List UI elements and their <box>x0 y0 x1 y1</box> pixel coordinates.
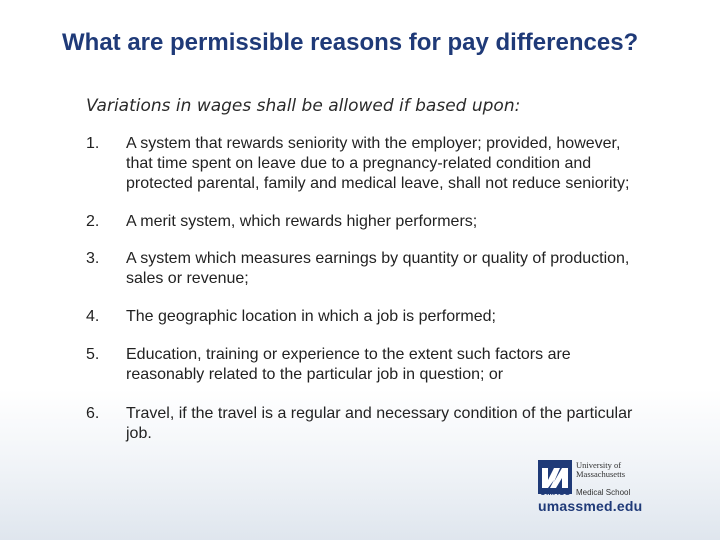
list-item <box>86 404 646 444</box>
list-item-text: Travel, if the travel is a regular and necessary condition of the particular job. <box>126 405 633 442</box>
list-item-text: A system that rewards seniority with the employer; provided, however, that time spent on leave due to a pregnancy-related condition and protected parental, family and medical leave, shall not reduce seniority; <box>126 135 630 192</box>
umass-logo <box>538 458 656 518</box>
logo-wordmark: UMASS <box>540 488 571 497</box>
list-item-text: A system which measures earnings by quantity or quality of production, sales or revenue; <box>126 250 630 287</box>
list-item-text: The geographic location in which a job is performed; <box>126 308 496 325</box>
list-item-number: 5. <box>86 346 100 363</box>
list-item-number: 2. <box>86 213 100 230</box>
list-item-text: A merit system, which rewards higher performers; <box>126 213 478 230</box>
logo-line2: Massachusetts <box>576 469 626 479</box>
slide-title: What are permissible reasons for pay differences? <box>62 29 639 56</box>
list-item-number: 1. <box>86 135 100 152</box>
list-item-text: Education, training or experience to the extent such factors are reasonably related to the particular job in question; or <box>126 346 571 383</box>
list-item-number: 4. <box>86 308 100 325</box>
logo-school: Medical School <box>576 488 631 497</box>
list-item-number: 6. <box>86 405 100 422</box>
list-item <box>86 307 646 327</box>
list-item <box>86 249 646 289</box>
logo-university-text <box>576 461 666 479</box>
list-item <box>86 345 646 385</box>
logo-url: umassmed.edu <box>538 498 643 514</box>
list-item-number: 3. <box>86 250 100 267</box>
list-item <box>86 134 646 194</box>
slide-subtitle: Variations in wages shall be allowed if based upon: <box>86 96 521 116</box>
list-item <box>86 212 646 232</box>
logo-line1: University of <box>576 460 622 470</box>
reasons-list <box>86 134 646 444</box>
